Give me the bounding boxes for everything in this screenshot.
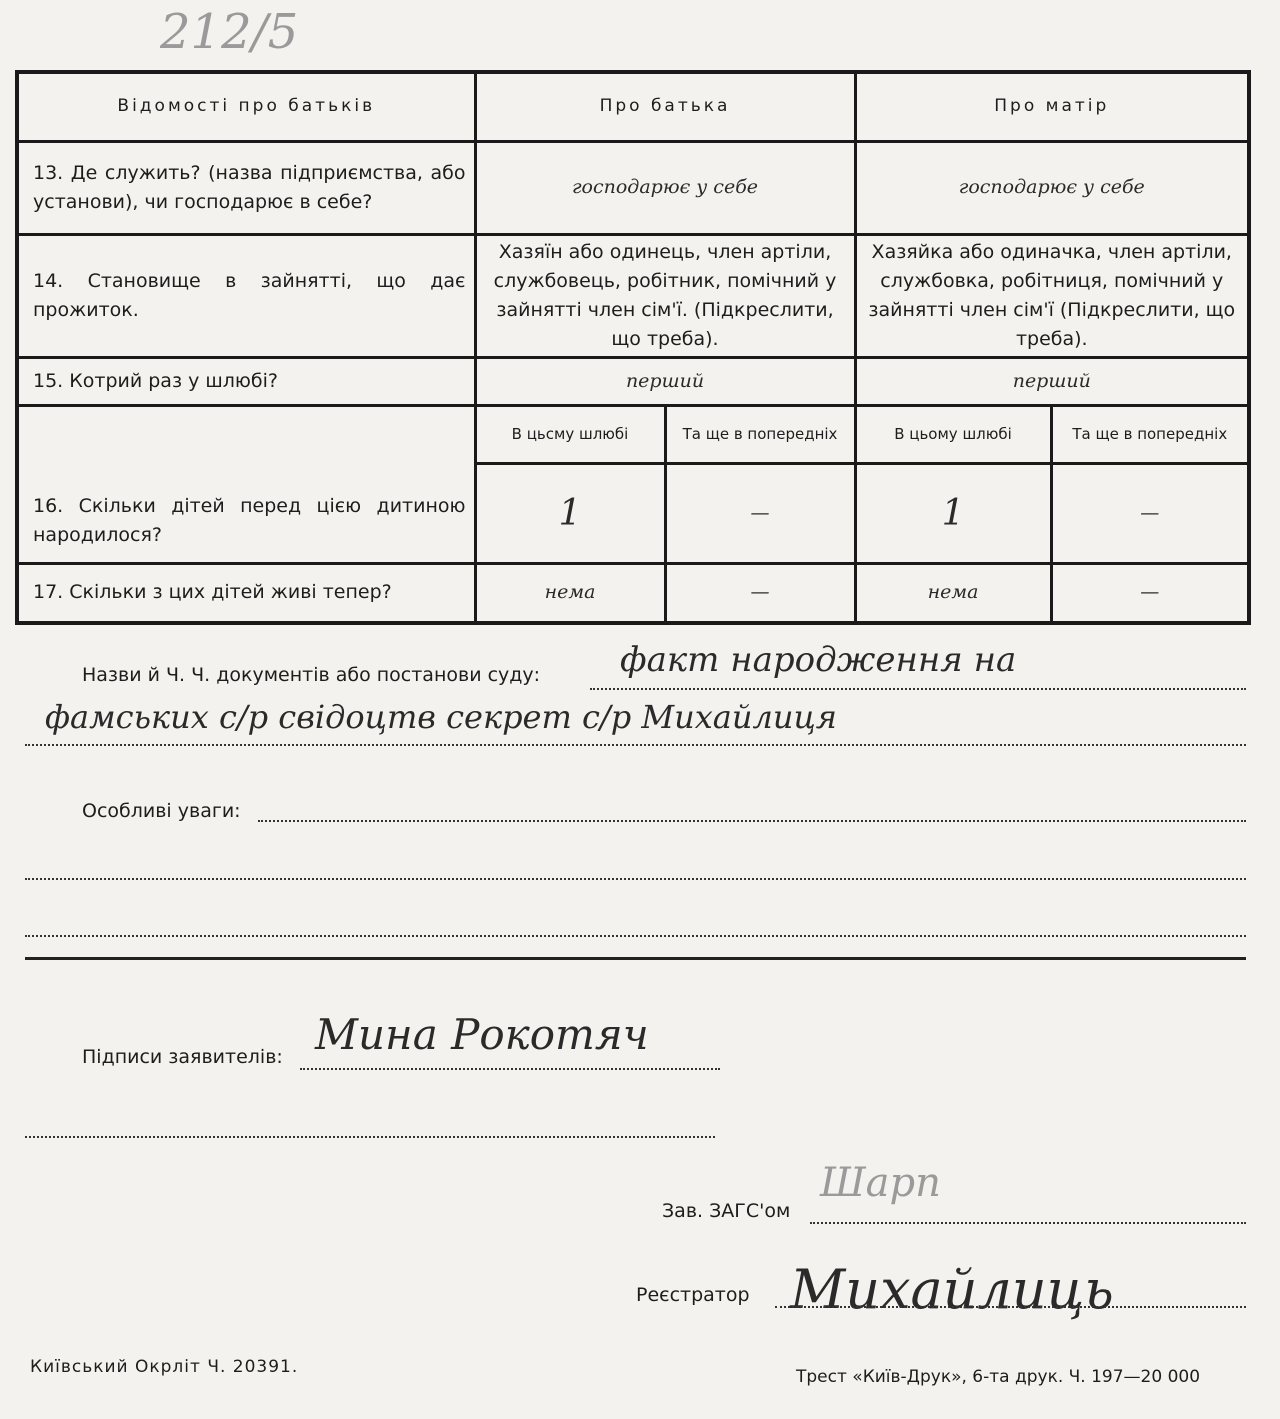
header-mother: Про матір xyxy=(855,72,1249,141)
applicants-line-2 xyxy=(25,1136,715,1138)
zags-head-signature: Шарп xyxy=(820,1160,941,1206)
q17-father-previous: — xyxy=(665,563,855,623)
q14-father-options: Хазяїн або одинець, член артіли, службовець, робітник, помічний у зайнятті член сім'ї. (Підкреслити, що треба). xyxy=(475,234,855,357)
q16-father-this-marriage-header: В цьсму шлюбі xyxy=(475,405,665,463)
q15-father-answer: перший xyxy=(475,357,855,405)
remarks-line-3 xyxy=(25,935,1246,937)
q13-mother-answer: господарює у себе xyxy=(855,141,1249,234)
zags-head-label: Зав. ЗАГС'ом xyxy=(662,1200,791,1222)
zags-head-line xyxy=(810,1222,1246,1224)
q16-mother-previous-header: Та ще в попередніх xyxy=(1051,405,1249,463)
q16-father-this-marriage: 1 xyxy=(475,463,665,563)
q17-mother-previous: — xyxy=(1051,563,1249,623)
archive-note: 212/5 xyxy=(160,4,299,60)
section-divider xyxy=(25,957,1246,960)
remarks-line-2 xyxy=(25,878,1246,880)
q16-father-previous: — xyxy=(665,463,855,563)
q16-label: 16. Скільки дітей перед цією дитиною народилося? xyxy=(17,405,475,563)
q17-mother-this: нема xyxy=(855,563,1051,623)
documents-line-2 xyxy=(25,744,1246,746)
q15-mother-answer: перший xyxy=(855,357,1249,405)
q17-father-this: нема xyxy=(475,563,665,623)
registrar-signature: Михайлиць xyxy=(790,1258,1114,1321)
footer-left: Київський Окрліт Ч. 20391. xyxy=(30,1357,299,1377)
header-parents: Відомості про батьків xyxy=(17,72,475,141)
q14-label: 14. Становище в зайнятті, що дає прожиток. xyxy=(17,234,475,357)
q16-father-previous-header: Та ще в попередніх xyxy=(665,405,855,463)
footer-right: Трест «Київ-Друк», 6-та друк. Ч. 197—20 000 xyxy=(796,1367,1201,1387)
documents-line-1 xyxy=(590,688,1246,690)
remarks-line-1 xyxy=(258,820,1246,822)
q14-mother-options: Хазяйка або одиначка, член артіли, службовка, робітниця, помічний у зайнятті член сім'ї (Підкреслити, що треба). xyxy=(855,234,1249,357)
applicants-label: Підписи заявителів: xyxy=(82,1046,283,1068)
header-father: Про батька xyxy=(475,72,855,141)
q13-label: 13. Де служить? (назва підприємства, або установи), чи господарює в себе? xyxy=(17,141,475,234)
q16-mother-this-marriage-header: В цьому шлюбі xyxy=(855,405,1051,463)
applicants-signature: Мина Рокотяч xyxy=(315,1010,649,1059)
q16-mother-previous: — xyxy=(1051,463,1249,563)
q16-mother-this-marriage: 1 xyxy=(855,463,1051,563)
q17-label: 17. Скільки з цих дітей живі тепер? xyxy=(17,563,475,623)
registrar-label: Реєстратор xyxy=(636,1284,750,1306)
remarks-label: Особливі уваги: xyxy=(82,800,241,822)
documents-value-line-1: факт народження на xyxy=(620,640,1017,680)
q15-label: 15. Котрий раз у шлюбі? xyxy=(17,357,475,405)
parents-info-table xyxy=(15,70,1251,625)
registrar-line xyxy=(775,1306,1246,1308)
documents-value-line-2: фамських с/р свідоцтв секрет с/р Михайлиця xyxy=(45,698,837,736)
q13-father-answer: господарює у себе xyxy=(475,141,855,234)
documents-label: Назви й Ч. Ч. документів або постанови суду: xyxy=(82,664,541,686)
applicants-line-1 xyxy=(300,1068,720,1070)
